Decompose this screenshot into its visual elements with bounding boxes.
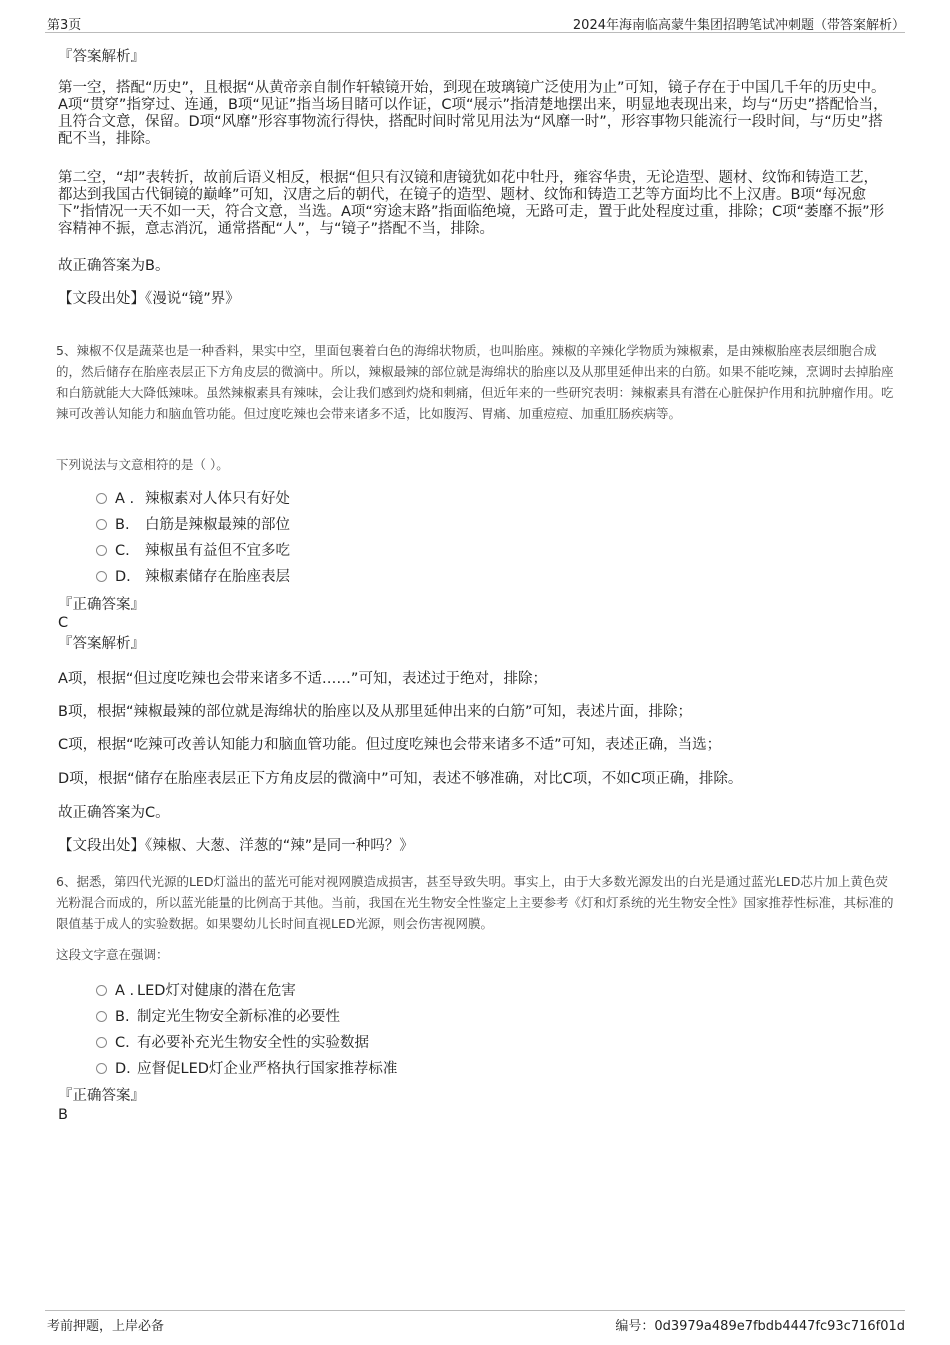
q5-option-a[interactable]: [96, 489, 290, 509]
q6-option-d[interactable]: [96, 1059, 397, 1079]
radio-icon[interactable]: [96, 519, 107, 530]
option-text: 应督促LED灯企业严格执行国家推荐标准: [137, 1061, 398, 1077]
radio-icon[interactable]: [96, 493, 107, 504]
page-header: [0, 0, 950, 32]
q6-answer: B: [58, 1107, 68, 1123]
option-letter: D.: [115, 1061, 131, 1077]
q4-analysis-para1: 第一空，搭配“历史”，且根据“从黄帝亲自制作轩辕镜开始，到现在玻璃镜广泛使用为止”可知，镜子存在于中国几千年的历史中。A项“贯穿”指穿过、连通，B项“见证”指当场目睹可以作证，C项“展示”指清楚地摆出来，明显地表现出来，均与“历史”搭配恰当，且符合文意，保留。D项“风靡”形容事物流行得快，搭配时间时常见用法为“风靡一时”，形容事物只能流行一段时间，与“历史”搭配不当，排除。: [58, 80, 888, 147]
radio-icon[interactable]: [96, 1037, 107, 1048]
option-letter: B.: [115, 1009, 130, 1025]
option-text: LED灯对健康的潜在危害: [137, 983, 296, 999]
radio-icon[interactable]: [96, 985, 107, 996]
document-code: 编号：0d3979a489e7fbdb4447fc93c716f01d: [615, 1319, 905, 1334]
option-letter: C.: [115, 543, 130, 559]
q5-source: 【文段出处】《辣椒、大葱、洋葱的“辣”是同一种吗？》: [58, 838, 414, 854]
footer-divider: [45, 1310, 905, 1311]
page-number: 第3页: [47, 18, 82, 33]
option-text: 制定光生物安全新标准的必要性: [137, 1009, 340, 1025]
header-divider: [45, 32, 905, 33]
q5-conclusion: 故正确答案为C。: [58, 805, 170, 821]
q5-analysis-a: A项，根据“但过度吃辣也会带来诸多不适……”可知，表述过于绝对，排除；: [58, 671, 547, 687]
q5-answer-label: 『正确答案』: [58, 597, 145, 613]
option-letter: C.: [115, 1035, 130, 1051]
footer-note: 考前押题，上岸必备: [47, 1319, 165, 1334]
option-letter: B.: [115, 517, 130, 533]
q6-question: 这段文字意在强调：: [56, 947, 169, 962]
q5-option-b[interactable]: [96, 515, 290, 535]
option-letter: A .: [115, 491, 135, 507]
q6-answer-label: 『正确答案』: [58, 1088, 145, 1104]
q6-option-c[interactable]: [96, 1033, 369, 1053]
q5-analysis-d: D项，根据“储存在胎座表层正下方角皮层的微滴中”可知，表述不够准确，对比C项，不如C项正确，排除。: [58, 771, 743, 787]
radio-icon[interactable]: [96, 1011, 107, 1022]
q5-question: 下列说法与文意相符的是（ ）。: [56, 457, 229, 472]
option-letter: A .: [115, 983, 135, 999]
q5-analysis-label: 『答案解析』: [58, 636, 145, 652]
q4-analysis-label: 『答案解析』: [58, 49, 145, 65]
q4-source: 【文段出处】《漫说“镜”界》: [58, 291, 240, 307]
q5-option-c[interactable]: [96, 541, 290, 561]
option-text: 有必要补充光生物安全性的实验数据: [137, 1035, 369, 1051]
q5-option-d[interactable]: [96, 567, 290, 587]
radio-icon[interactable]: [96, 571, 107, 582]
radio-icon[interactable]: [96, 1063, 107, 1074]
option-letter: D.: [115, 569, 131, 585]
q5-passage: 5、辣椒不仅是蔬菜也是一种香料，果实中空，里面包裹着白色的海绵状物质，也叫胎座。辣椒的辛辣化学物质为辣椒素，是由辣椒胎座表层细胞合成的，然后储存在胎座表层正下方角皮层的微滴中。所以，辣椒最辣的部位就是海绵状的胎座以及从那里延伸出来的白筋。如果不能吃辣，烹调时去掉胎座和白筋就能大大降低辣味。虽然辣椒素具有辣味，会让我们感到灼烧和刺痛，但近年来的一些研究表明：辣椒素具有潜在心脏保护作用和抗肿瘤作用。吃辣可改善认知能力和脑血管功能。但过度吃辣也会带来诸多不适，比如腹泻、胃痛、加重痘痘、加重肛肠疾病等。: [56, 343, 894, 421]
q5-analysis-b: B项，根据“辣椒最辣的部位就是海绵状的胎座以及从那里延伸出来的白筋”可知，表述片面，排除；: [58, 704, 692, 720]
document-title: 2024年海南临高蒙牛集团招聘笔试冲刺题（带答案解析）: [572, 18, 905, 33]
q6-option-b[interactable]: [96, 1007, 340, 1027]
option-text: 辣椒素对人体只有好处: [145, 491, 290, 507]
radio-icon[interactable]: [96, 545, 107, 556]
q5-answer: C: [58, 615, 69, 631]
q6-passage: 6、据悉，第四代光源的LED灯溢出的蓝光可能对视网膜造成损害，甚至导致失明。事实上，由于大多数光源发出的白光是通过蓝光LED芯片加上黄色荧光粉混合而成的，所以蓝光能量的比例高于其他。当前，我国在光生物安全性鉴定上主要参考《灯和灯系统的光生物安全性》国家推荐性标准，其标准的限值基于成人的实验数据。如果婴幼儿长时间直视LED光源，则会伤害视网膜。: [56, 874, 894, 931]
option-text: 辣椒素储存在胎座表层: [145, 569, 290, 585]
q6-option-a[interactable]: [96, 981, 296, 1001]
q4-conclusion: 故正确答案为B。: [58, 258, 170, 274]
q5-analysis-c: C项，根据“吃辣可改善认知能力和脑血管功能。但过度吃辣也会带来诸多不适”可知，表述正确，当选；: [58, 737, 722, 753]
q4-analysis-para2: 第二空，“却”表转折，故前后语义相反，根据“但只有汉镜和唐镜犹如花中牡丹，雍容华贵，无论造型、题材、纹饰和铸造工艺，都达到我国古代铜镜的巅峰”可知，汉唐之后的朝代，在镜子的造型、题材、纹饰和铸造工艺等方面均比不上汉唐。B项“每况愈下”指情况一天不如一天，符合文意，当选。A项“穷途末路”指面临绝境，无路可走，置于此处程度过重，排除；C项“萎靡不振”形容精神不振，意志消沉，通常搭配“人”，与“镜子”搭配不当，排除。: [58, 170, 885, 237]
option-text: 白筋是辣椒最辣的部位: [145, 517, 290, 533]
option-text: 辣椒虽有益但不宜多吃: [145, 543, 290, 559]
